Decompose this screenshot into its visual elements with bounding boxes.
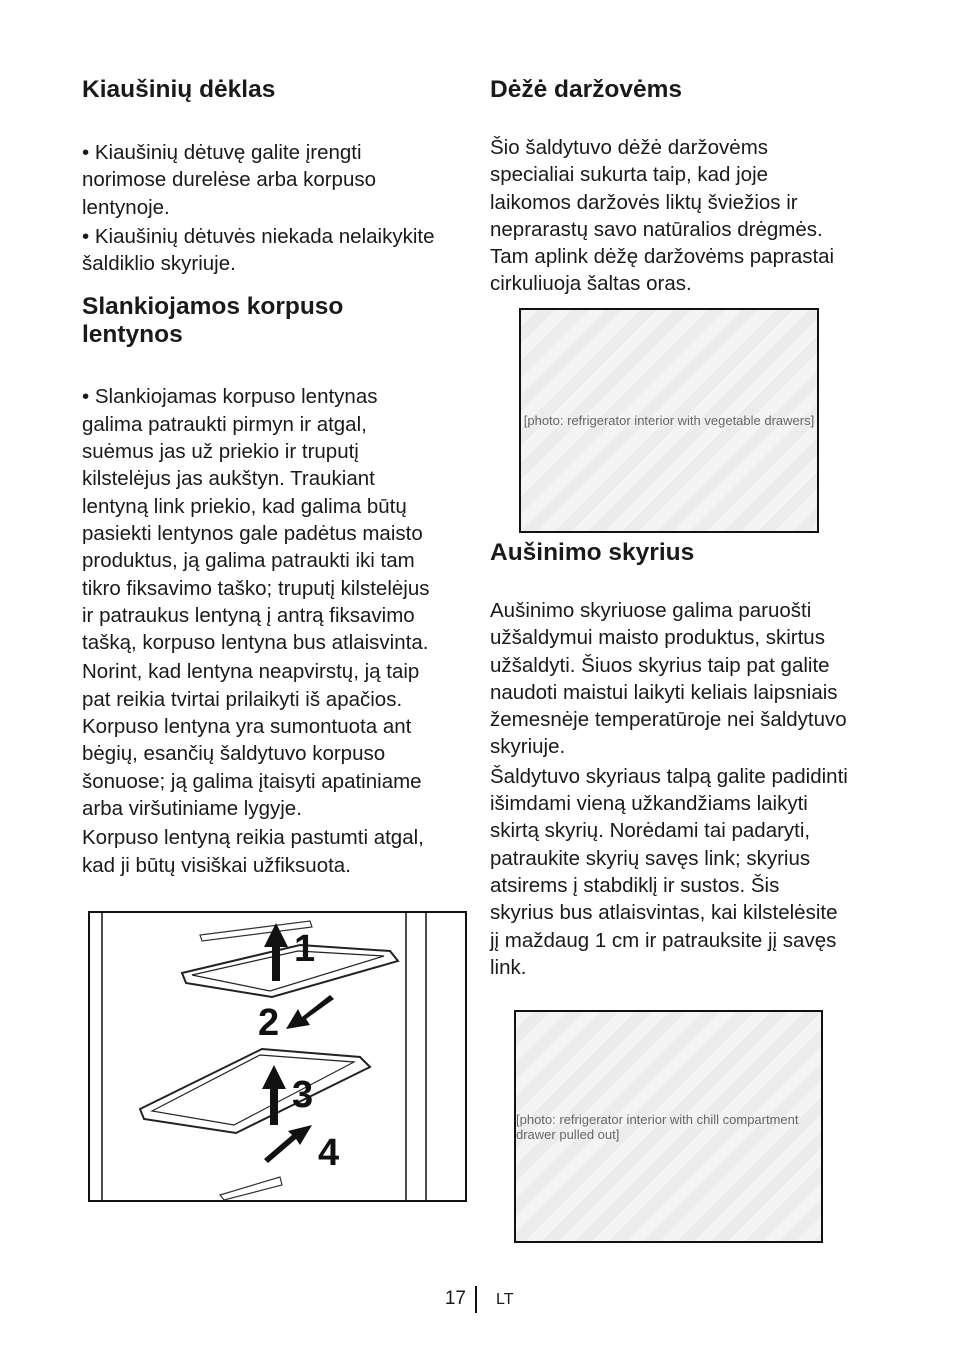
text-line: cirkuliuoja šaltas oras.: [490, 272, 692, 296]
text-line: šaldiklio skyriuje.: [82, 252, 236, 276]
text-line: • Kiaušinių dėtuvės niekada nelaikykite: [82, 224, 435, 248]
text-line: skyrius bus atlaisvintas, kai kilstelėsite: [490, 901, 838, 925]
text-line: Aušinimo skyriuose galima paruošti: [490, 599, 812, 622]
text-line: Korpuso lentyna yra sumontuota ant: [82, 715, 412, 739]
language-code: LT: [496, 1291, 514, 1308]
text-line: ir patraukus lentyną į antrą fiksavimo: [82, 603, 415, 627]
text-line: specialiai sukurta taip, kad joje: [490, 163, 769, 187]
arrow-diagonal-icon: [264, 1125, 312, 1163]
text-line: išimdami vieną užkandžiams laikyti: [490, 792, 808, 816]
text-line: tikro fiksavimo taško; truputį kilstelėjus: [82, 576, 430, 600]
image-placeholder: [photo: refrigerator interior with vegetable drawers]: [521, 310, 817, 531]
text-line: lentyną link priekio, kad galima būtų: [82, 494, 407, 518]
text-line: galima patraukti pirmyn ir atgal,: [82, 412, 367, 436]
text-line: naudoti maistui laikyti keliais laipsniais: [490, 680, 838, 704]
text-line: Šaldytuvo skyriaus talpą galite padidinti: [490, 764, 848, 788]
text-line: Norint, kad lentyna neapvirstų, ją taip: [82, 660, 420, 684]
heading-line: Slankiojamos korpuso: [82, 293, 344, 321]
sliding-shelves-heading: [82, 293, 467, 349]
step-number: 3: [292, 1074, 314, 1116]
left-column: [82, 76, 467, 879]
text-line: Tam aplink dėžę daržovėms paprastai: [490, 245, 835, 269]
arrow-up-icon: [262, 1065, 286, 1125]
vegetable-box-text: [490, 134, 880, 298]
text-line: suėmus jas už priekio ir truputį: [82, 440, 359, 464]
text-line: pasiekti lentynos gale padėtus maisto: [82, 521, 423, 545]
text-line: žemesnėje temperatūroje nei šaldytuvo: [490, 708, 847, 732]
step-number: 1: [294, 928, 316, 970]
image-placeholder: [photo: refrigerator interior with chill compartment drawer pulled out]: [516, 1012, 821, 1241]
egg-tray-text: [82, 139, 467, 277]
text-line: bėgių, esančių šaldytuvo korpuso: [82, 742, 386, 766]
chill-compartment-section: [490, 539, 880, 981]
text-line: kad ji būtų visiškai užfiksuota.: [82, 853, 351, 877]
text-line: arba viršutiniame lygyje.: [82, 796, 302, 820]
text-line: produktus, ją galima patraukti iki tam: [82, 549, 415, 573]
text-line: atsirems į stabdiklį ir sustos. Šis: [490, 873, 780, 897]
step-number: 2: [258, 1002, 280, 1044]
page-number: 17: [444, 1288, 466, 1309]
right-column: [490, 76, 880, 298]
text-line: Šio šaldytuvo dėžė daržovėms: [490, 136, 769, 159]
shelf-removal-figure: [88, 911, 467, 1202]
text-line: patraukite skyrių savęs link; skyrius: [490, 846, 811, 870]
text-line: jį maždaug 1 cm ir patrauksite jį savęs: [490, 928, 837, 952]
text-line: kilstelėjus jas aukštyn. Traukiant: [82, 467, 375, 491]
text-line: laikomos daržovės liktų šviežios ir: [490, 190, 798, 214]
egg-tray-heading: Kiaušinių dėklas: [82, 76, 276, 103]
text-line: tašką, korpuso lentyna bus atlaisvinta.: [82, 631, 429, 655]
text-line: užšaldyti. Šiuos skyrius taip pat galite: [490, 653, 830, 677]
text-line: Korpuso lentyną reikia pastumti atgal,: [82, 826, 424, 850]
text-line: skirtą skyrių. Norėdami tai padaryti,: [490, 819, 811, 843]
vegetable-box-heading: Dėžė daržovėms: [490, 76, 683, 103]
arrow-diagonal-icon: [286, 995, 334, 1029]
text-line: lentynoje.: [82, 195, 170, 219]
chill-compartment-heading: Aušinimo skyrius: [490, 539, 695, 566]
page-footer: [0, 1287, 954, 1315]
text-line: norimose durelėse arba korpuso: [82, 168, 376, 192]
sliding-shelves-paragraph-2: [82, 658, 467, 822]
text-line: skyriuje.: [490, 735, 566, 759]
text-line: • Slankiojamas korpuso lentynas: [82, 385, 378, 409]
heading-line: lentynos: [82, 321, 183, 349]
sliding-shelves-paragraph-1: [82, 383, 467, 656]
footer-divider: [475, 1286, 477, 1313]
text-line: pat reikia tvirtai prilaikyti iš apačios.: [82, 687, 403, 711]
text-line: neprarastų savo natūralios drėgmės.: [490, 217, 823, 241]
vegetable-drawer-figure: [519, 308, 819, 533]
text-line: link.: [490, 955, 527, 979]
step-number: 4: [318, 1132, 340, 1174]
sliding-shelves-paragraph-3: [82, 824, 467, 879]
text-line: šonuose; ją galima įtaisyti apatiniame: [82, 769, 422, 793]
text-line: užšaldymui maisto produktus, skirtus: [490, 626, 825, 650]
chill-compartment-figure: [514, 1010, 823, 1243]
text-line: • Kiaušinių dėtuvę galite įrengti: [82, 141, 362, 164]
chill-compartment-paragraph-2: [490, 763, 880, 981]
chill-compartment-paragraph-1: [490, 597, 880, 761]
shelf-illustration: [90, 913, 465, 1200]
